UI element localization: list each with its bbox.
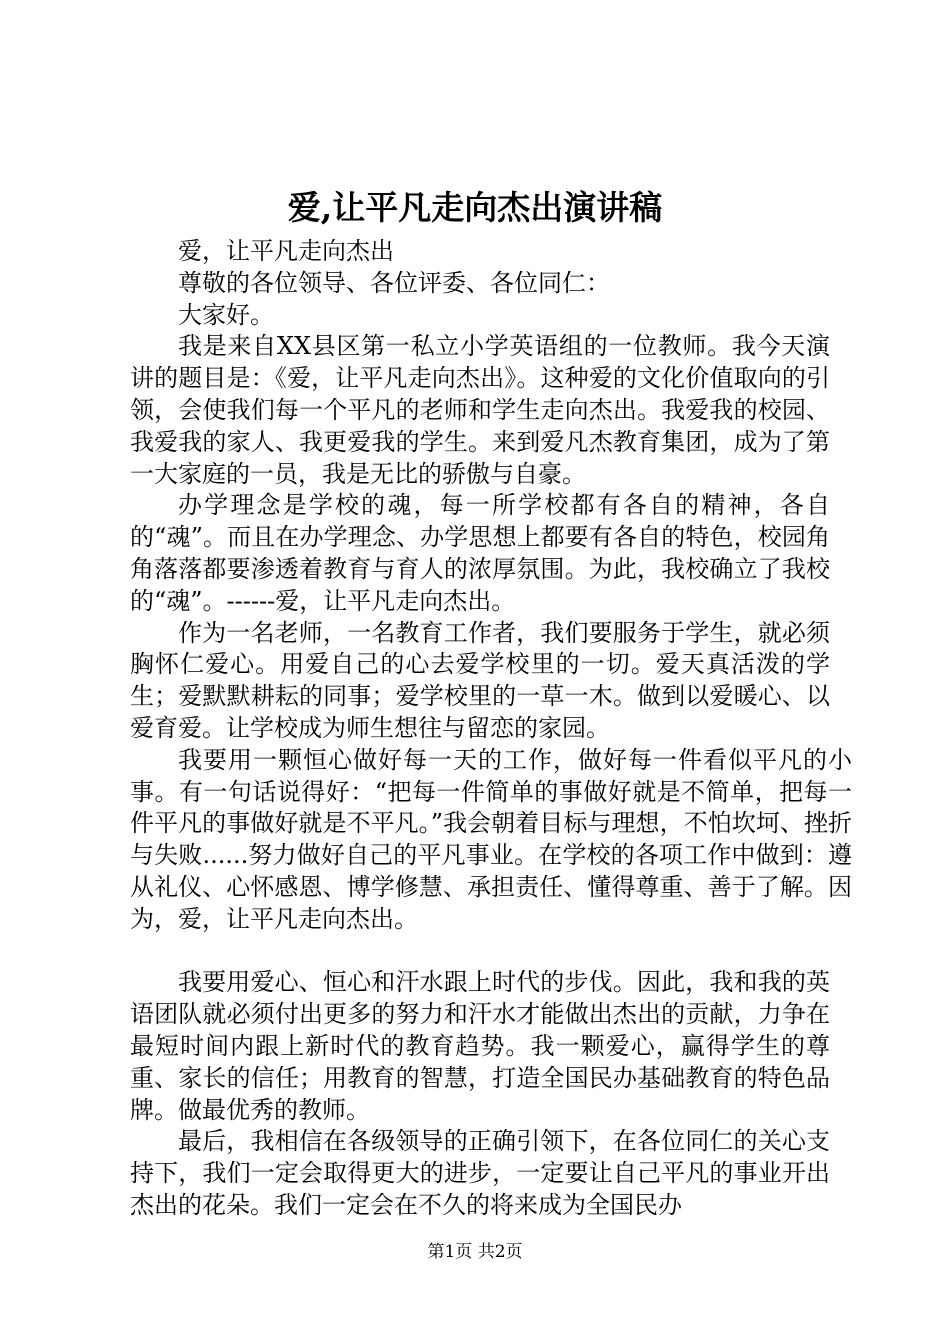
paragraph-conclusion: 最后，我相信在各级领导的正确引领下，在各位同仁的关心支持下，我们一定会取得更大的进步，一定要让自己平凡的事业开出杰出的花朵。我们一定会在不久的将来成为全国民办 [130, 1127, 830, 1219]
paragraph-keeping-pace: 我要用爱心、恒心和汗水跟上时代的步伐。因此，我和我的英语团队就必须付出更多的努力和汗水才能做出杰出的贡献，力争在最短时间内跟上新时代的教育趋势。我一颗爱心，赢得学生的尊重、家长的信任；用教育的智慧，打造全国民办基础教育的特色品牌。做最优秀的教师。 [130, 968, 830, 1124]
document-title: 爱,让平凡走向杰出演讲稿 [287, 188, 663, 227]
paragraph-introduction: 我是来自XX县区第一私立小学英语组的一位教师。我今天演讲的题目是：《爱，让平凡走向杰出》。这种爱的文化价值取向的引领，会使我们每一个平凡的老师和学生走向杰出。我爱我的校园、我爱我的家人、我更爱我的学生。来到爱凡杰教育集团，成为了第一大家庭的一员，我是无比的骄傲与自豪。 [130, 332, 830, 488]
paragraph-teacher-love: 作为一名老师，一名教育工作者，我们要服务于学生，就必须胸怀仁爱心。用爱自己的心去爱学校里的一切。爱天真活泼的学生；爱默默耕耘的同事；爱学校里的一草一木。做到以爱暖心、以爱育爱。让学校成为师生想往与留恋的家园。 [130, 618, 830, 742]
paragraph-perseverance: 我要用一颗恒心做好每一天的工作，做好每一件看似平凡的小事。有一句话说得好：“把每一件简单的事做好就是不简单，把每一件平凡的事做好就是不平凡。”我会朝着目标与理想，不怕坎坷、挫折与失败......努力做好自己的平凡事业。在学校的各项工作中做到：遵从礼仪、心怀感恩、博学修慧、承担责任、懂得尊重、善于了解。因为，爱，让平凡走向杰出。 [130, 745, 852, 933]
salutation: 尊敬的各位领导、各位评委、各位同仁： [178, 268, 610, 297]
page-number-footer: 第1页 共2页 [427, 1242, 523, 1262]
greeting: 大家好。 [178, 300, 274, 329]
paragraph-spacer [130, 936, 830, 968]
document-body [130, 236, 852, 1222]
paragraph-school-philosophy: 办学理念是学校的魂，每一所学校都有各自的精神，各自的“魂”。而且在办学理念、办学思想上都要有各自的特色，校园角角落落都要渗透着教育与育人的浓厚氛围。为此，我校确立了我校的“魂”。------爱，让平凡走向杰出。 [130, 491, 830, 615]
speech-subtitle: 爱，让平凡走向杰出 [178, 237, 394, 265]
